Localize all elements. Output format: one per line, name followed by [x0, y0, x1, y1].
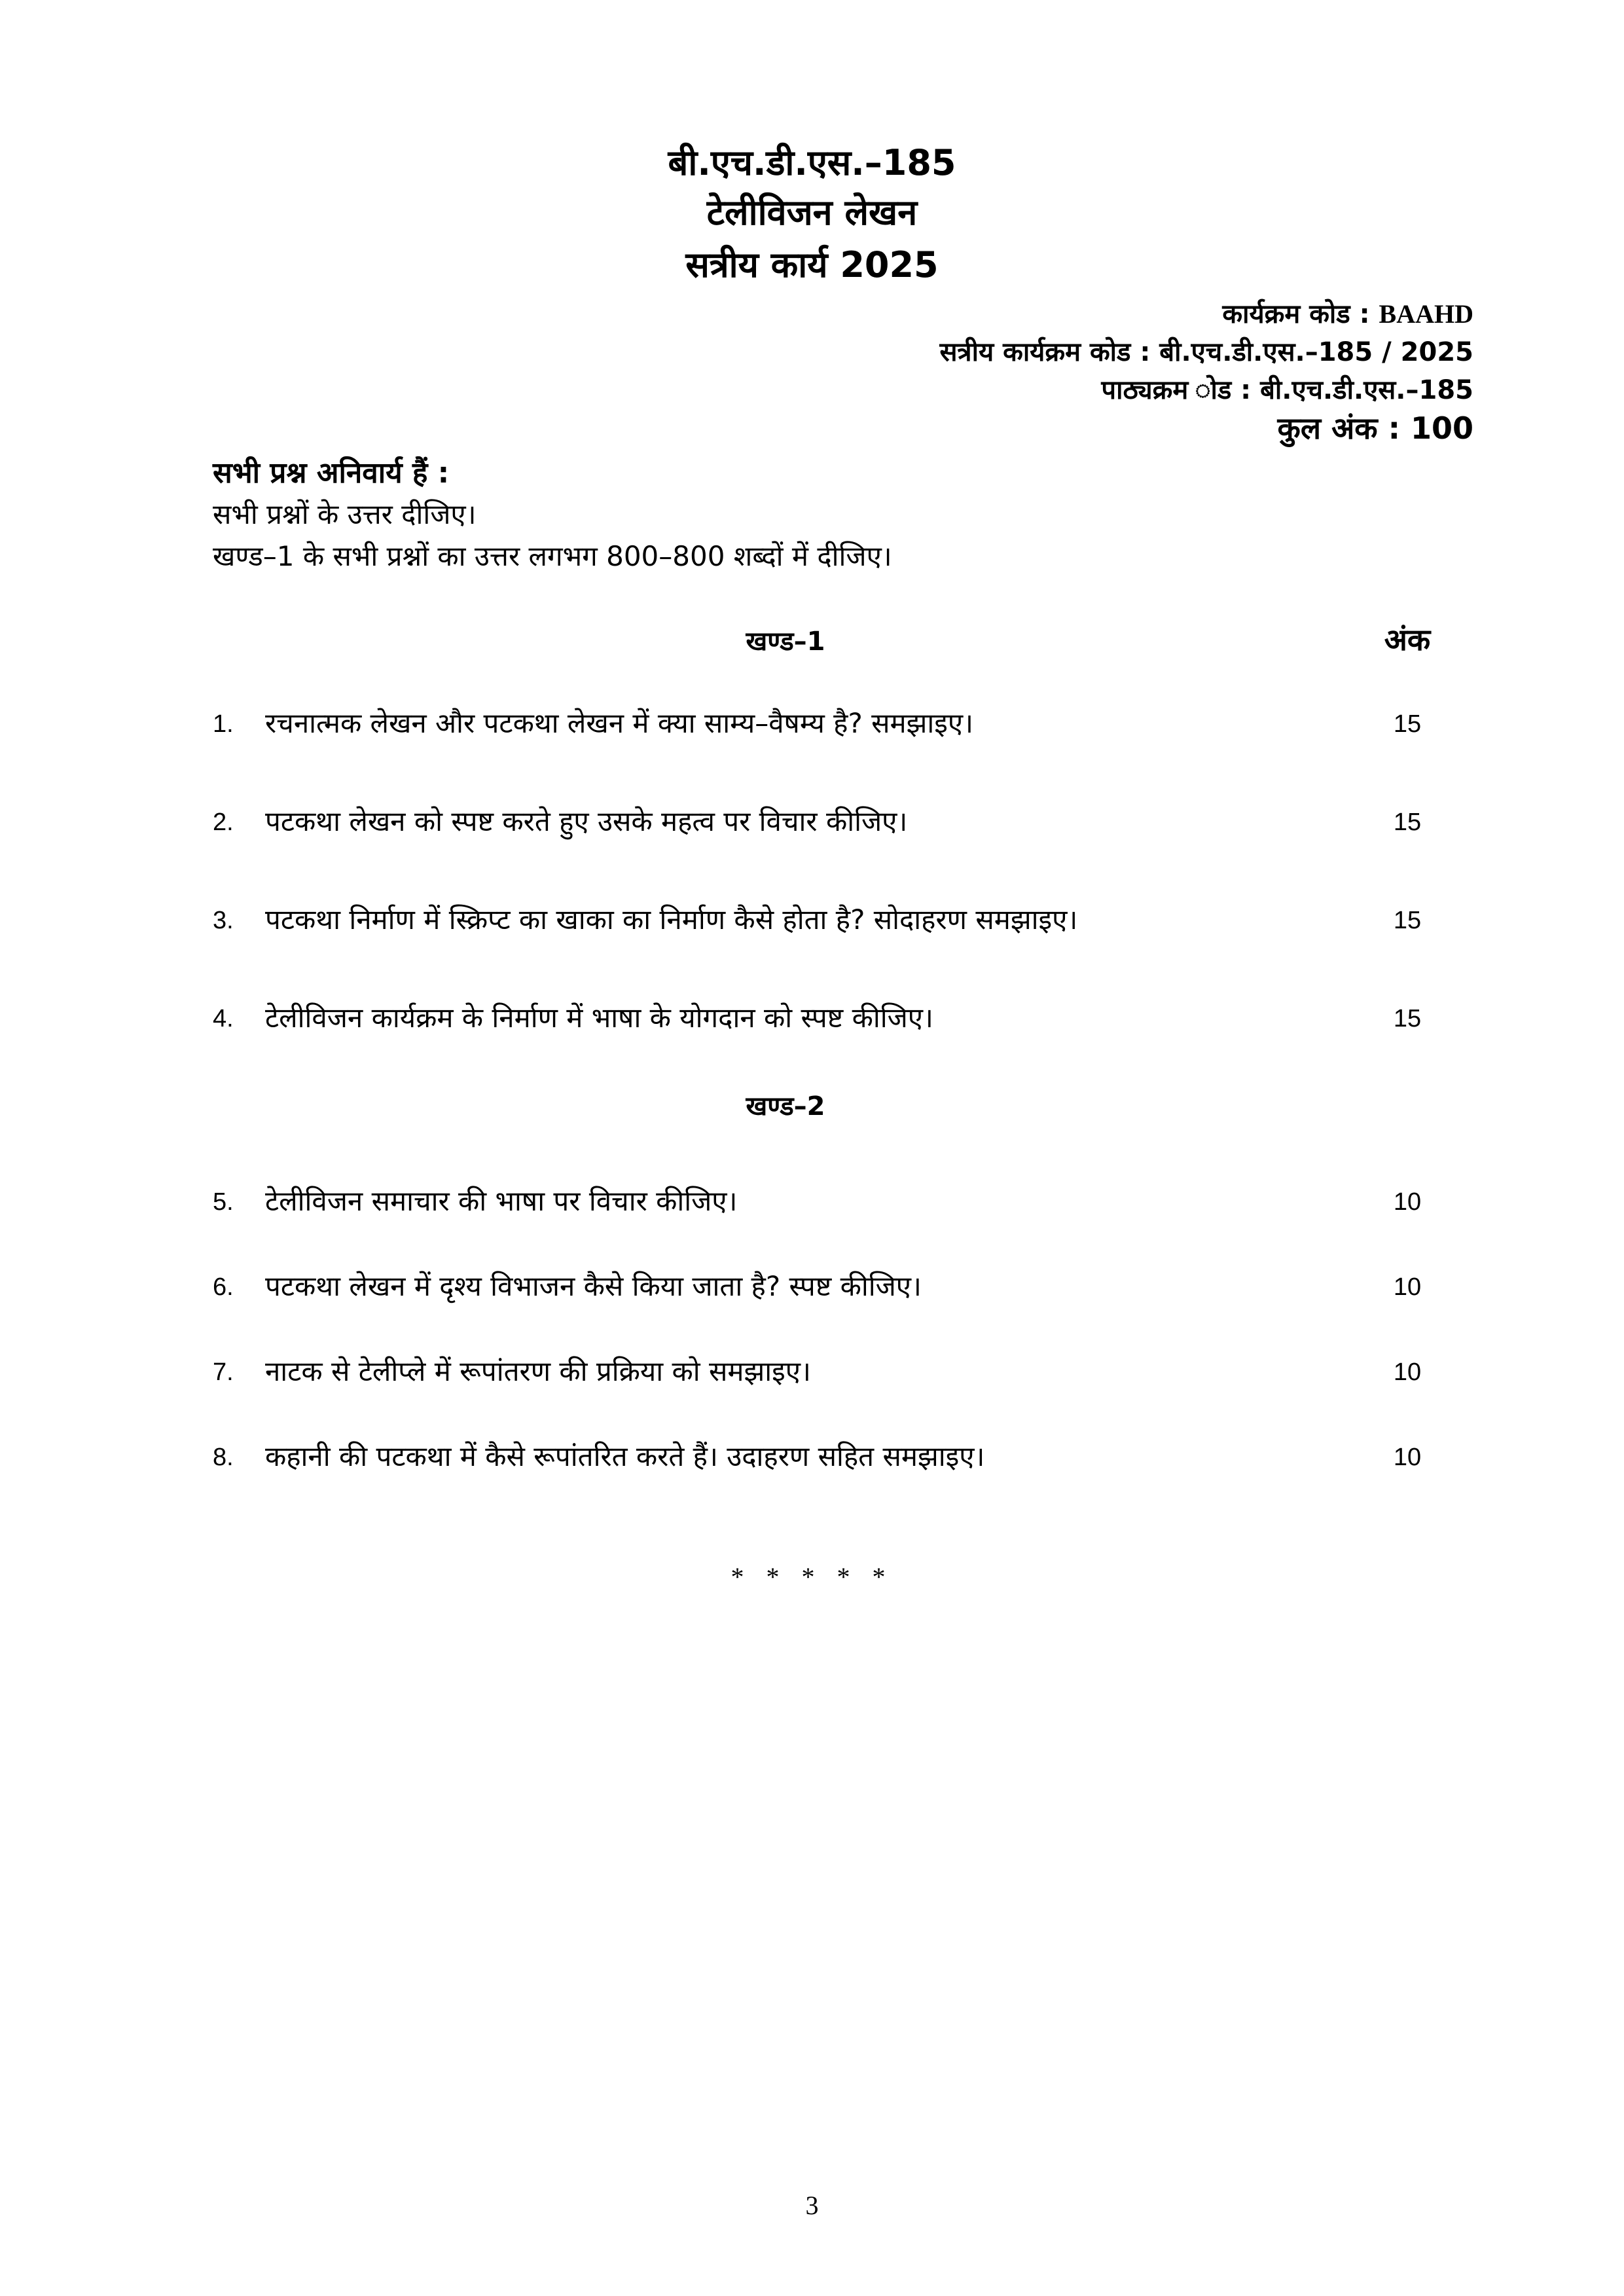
- marks-column-heading: अंक: [1384, 622, 1431, 657]
- question-number: 1.: [213, 710, 234, 738]
- question-text: पटकथा लेखन को स्पष्ट करते हुए उसके महत्व पर विचार कीजिए।: [265, 805, 908, 837]
- question-row: [213, 1182, 1456, 1221]
- question-text: टेलीविजन कार्यक्रम के निर्माण में भाषा के योगदान को स्पष्ट कीजिए।: [265, 1002, 933, 1034]
- instructions-heading: सभी प्रश्न अनिवार्य हैं :: [213, 456, 450, 490]
- end-of-questions-mark: * * * * *: [731, 1562, 893, 1592]
- question-marks: 15: [1393, 907, 1422, 934]
- assignment-title-heading: सत्रीय कार्य 2025: [685, 244, 939, 285]
- question-row: [213, 1437, 1456, 1476]
- question-number: 3.: [213, 907, 234, 934]
- question-text: पटकथा निर्माण में स्क्रिप्ट का खाका का निर्माण कैसे होता है? सोदाहरण समझाइए।: [265, 903, 1078, 936]
- question-marks: 15: [1393, 710, 1422, 738]
- section-1-heading: खण्ड–1: [746, 627, 825, 657]
- question-row: [213, 802, 1456, 841]
- assignment-code-line: सत्रीय कार्यक्रम कोड : बी.एच.डी.एस.–185 / 2025: [939, 337, 1473, 367]
- question-marks: 15: [1393, 809, 1422, 836]
- instruction-line-1: सभी प्रश्नों के उत्तर दीजिए।: [213, 498, 477, 530]
- question-text: कहानी की पटकथा में कैसे रूपांतरित करते हैं। उदाहरण सहित समझाइए।: [265, 1440, 985, 1472]
- question-number: 5.: [213, 1188, 234, 1216]
- question-text: पटकथा लेखन में दृश्य विभाजन कैसे किया जाता है? स्पष्ट कीजिए।: [265, 1270, 922, 1302]
- course-code-line: पाठ्यक्रम ोड : बी.एच.डी.एस.–185: [1101, 375, 1473, 405]
- programme-code-label: कार्यक्रम कोड :: [1222, 299, 1370, 329]
- page-number: 3: [805, 2191, 819, 2220]
- total-marks: कुल अंक : 100: [1277, 410, 1473, 446]
- programme-code-line: [1222, 295, 1473, 331]
- course-title-heading: टेलीविजन लेखन: [706, 192, 918, 233]
- question-number: 7.: [213, 1358, 234, 1386]
- question-row: [213, 998, 1456, 1038]
- question-row: [213, 900, 1456, 939]
- question-text: टेलीविजन समाचार की भाषा पर विचार कीजिए।: [265, 1185, 738, 1217]
- question-marks: 10: [1393, 1188, 1422, 1216]
- section-2-heading: खण्ड–2: [746, 1091, 825, 1121]
- question-number: 2.: [213, 809, 234, 836]
- question-marks: 10: [1393, 1358, 1422, 1386]
- question-text: रचनात्मक लेखन और पटकथा लेखन में क्या साम्य–वैषम्य है? समझाइए।: [265, 707, 974, 739]
- question-number: 8.: [213, 1444, 234, 1471]
- programme-code-value: BAAHD: [1379, 299, 1473, 329]
- question-number: 6.: [213, 1273, 234, 1301]
- question-row: [213, 1267, 1456, 1306]
- course-code-heading: बी.एच.डी.एस.–185: [668, 142, 956, 183]
- question-marks: 10: [1393, 1273, 1422, 1301]
- question-text: नाटक से टेलीप्ले में रूपांतरण की प्रक्रिया को समझाइए।: [265, 1355, 811, 1387]
- instruction-line-2: खण्ड–1 के सभी प्रश्नों का उत्तर लगभग 800–800 शब्दों में दीजिए।: [213, 540, 892, 572]
- question-marks: 10: [1393, 1444, 1422, 1471]
- question-number: 4.: [213, 1005, 234, 1032]
- question-row: [213, 1352, 1456, 1391]
- question-row: [213, 704, 1456, 743]
- question-marks: 15: [1393, 1005, 1422, 1032]
